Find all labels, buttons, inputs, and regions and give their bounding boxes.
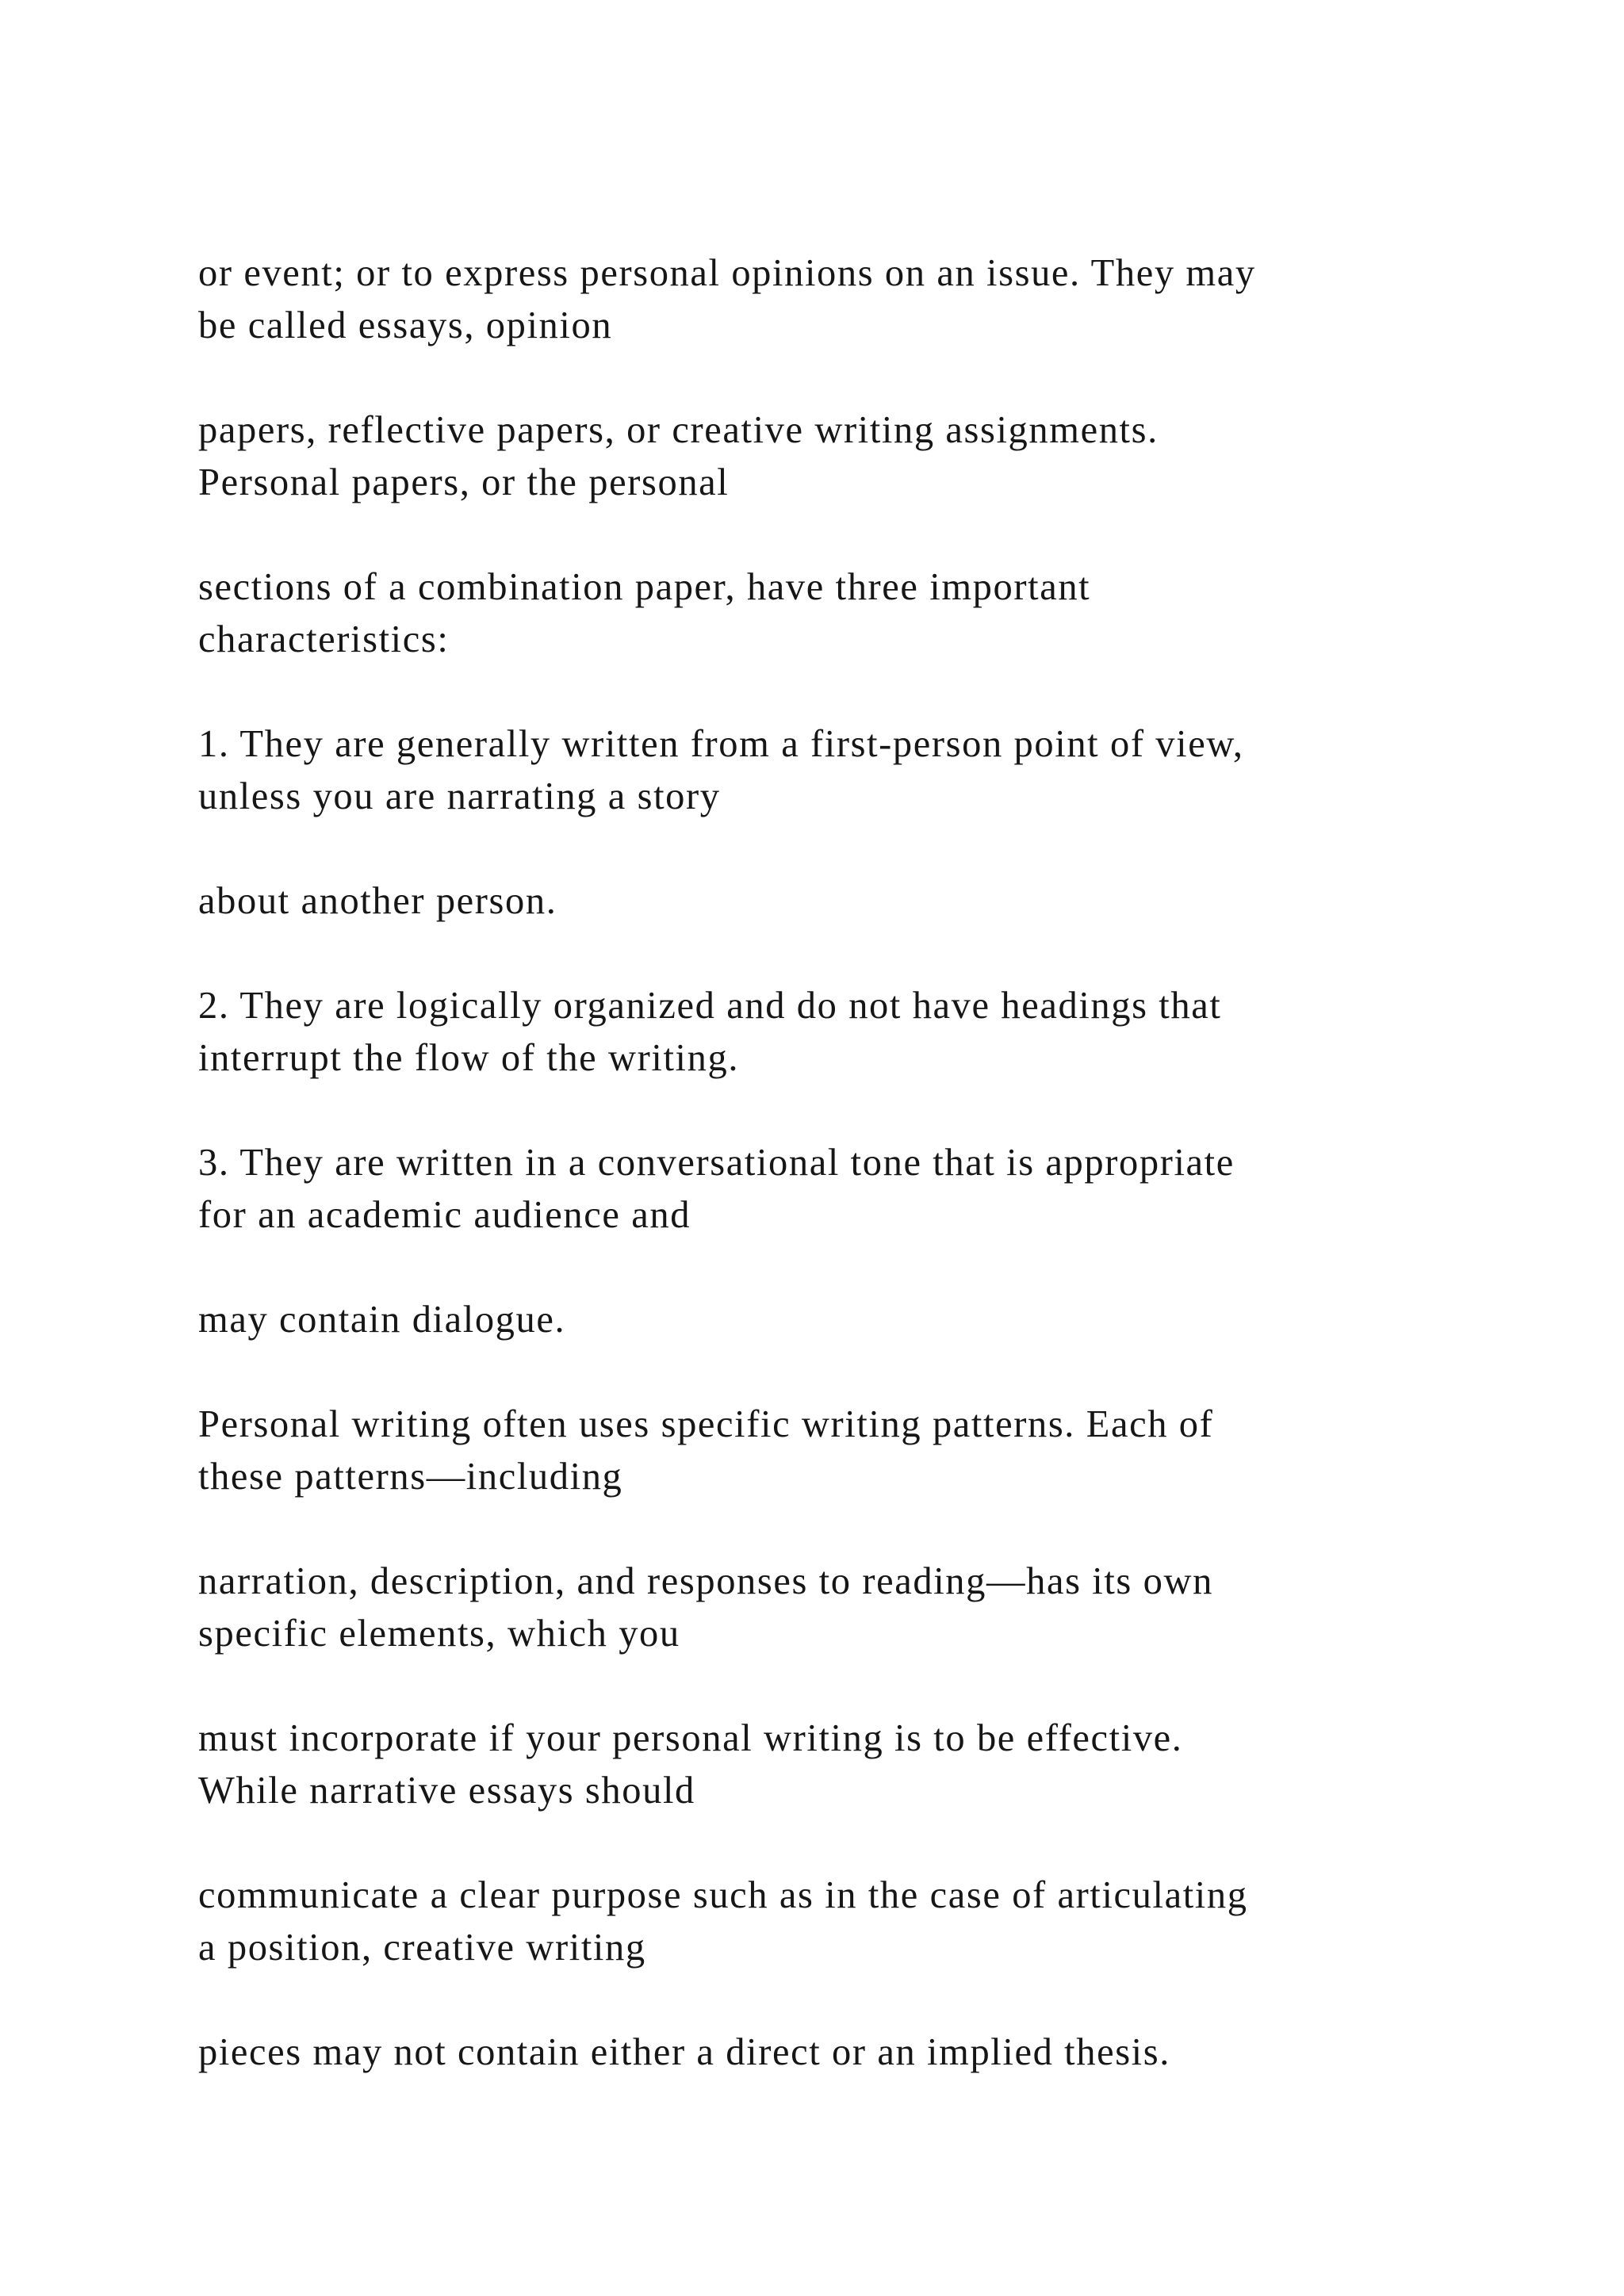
paragraph [198,1399,1507,1503]
text-line: may contain dialogue. [198,1299,566,1341]
text-line: narration, description, and responses to reading—has its own [198,1560,1213,1602]
paragraph [198,875,1507,928]
paragraph [198,404,1507,509]
text-line: While narrative essays should [198,1770,695,1812]
text-line: be called essays, opinion [198,304,613,346]
text-line: pieces may not contain either a direct or an implied thesis. [198,2031,1170,2073]
text-line: sections of a combination paper, have three important [198,566,1091,608]
text-line: Personal papers, or the personal [198,461,730,503]
text-line: papers, reflective papers, or creative writing assignments. [198,409,1159,451]
text-line: specific elements, which you [198,1613,680,1655]
paragraph [198,1869,1507,1974]
text-line: must incorporate if your personal writing is to be effective. [198,1717,1183,1759]
text-line: Personal writing often uses specific writing patterns. Each of [198,1403,1214,1445]
text-line: characteristics: [198,618,450,660]
text-line: these patterns—including [198,1456,623,1498]
text-line: about another person. [198,880,557,922]
text-line: a position, creative writing [198,1927,646,1969]
list-item-paragraph [198,980,1507,1085]
paragraph [198,1556,1507,1660]
text-line: interrupt the flow of the writing. [198,1037,740,1079]
text-line: 2. They are logically organized and do not have headings that [198,985,1222,1027]
list-item-paragraph [198,1137,1507,1242]
paragraph [198,561,1507,666]
paragraph [198,247,1507,352]
document-body [198,247,1507,2131]
text-line: or event; or to express personal opinions on an issue. They may [198,252,1256,294]
paragraph [198,1294,1507,1346]
text-line: 3. They are written in a conversational tone that is appropriate [198,1142,1235,1184]
text-line: unless you are narrating a story [198,775,721,817]
text-line: communicate a clear purpose such as in the case of articulating [198,1874,1248,1916]
text-line: 1. They are generally written from a first-person point of view, [198,723,1244,765]
paragraph [198,2026,1507,2079]
paragraph [198,1712,1507,1817]
text-line: for an academic audience and [198,1194,691,1236]
list-item-paragraph [198,718,1507,823]
